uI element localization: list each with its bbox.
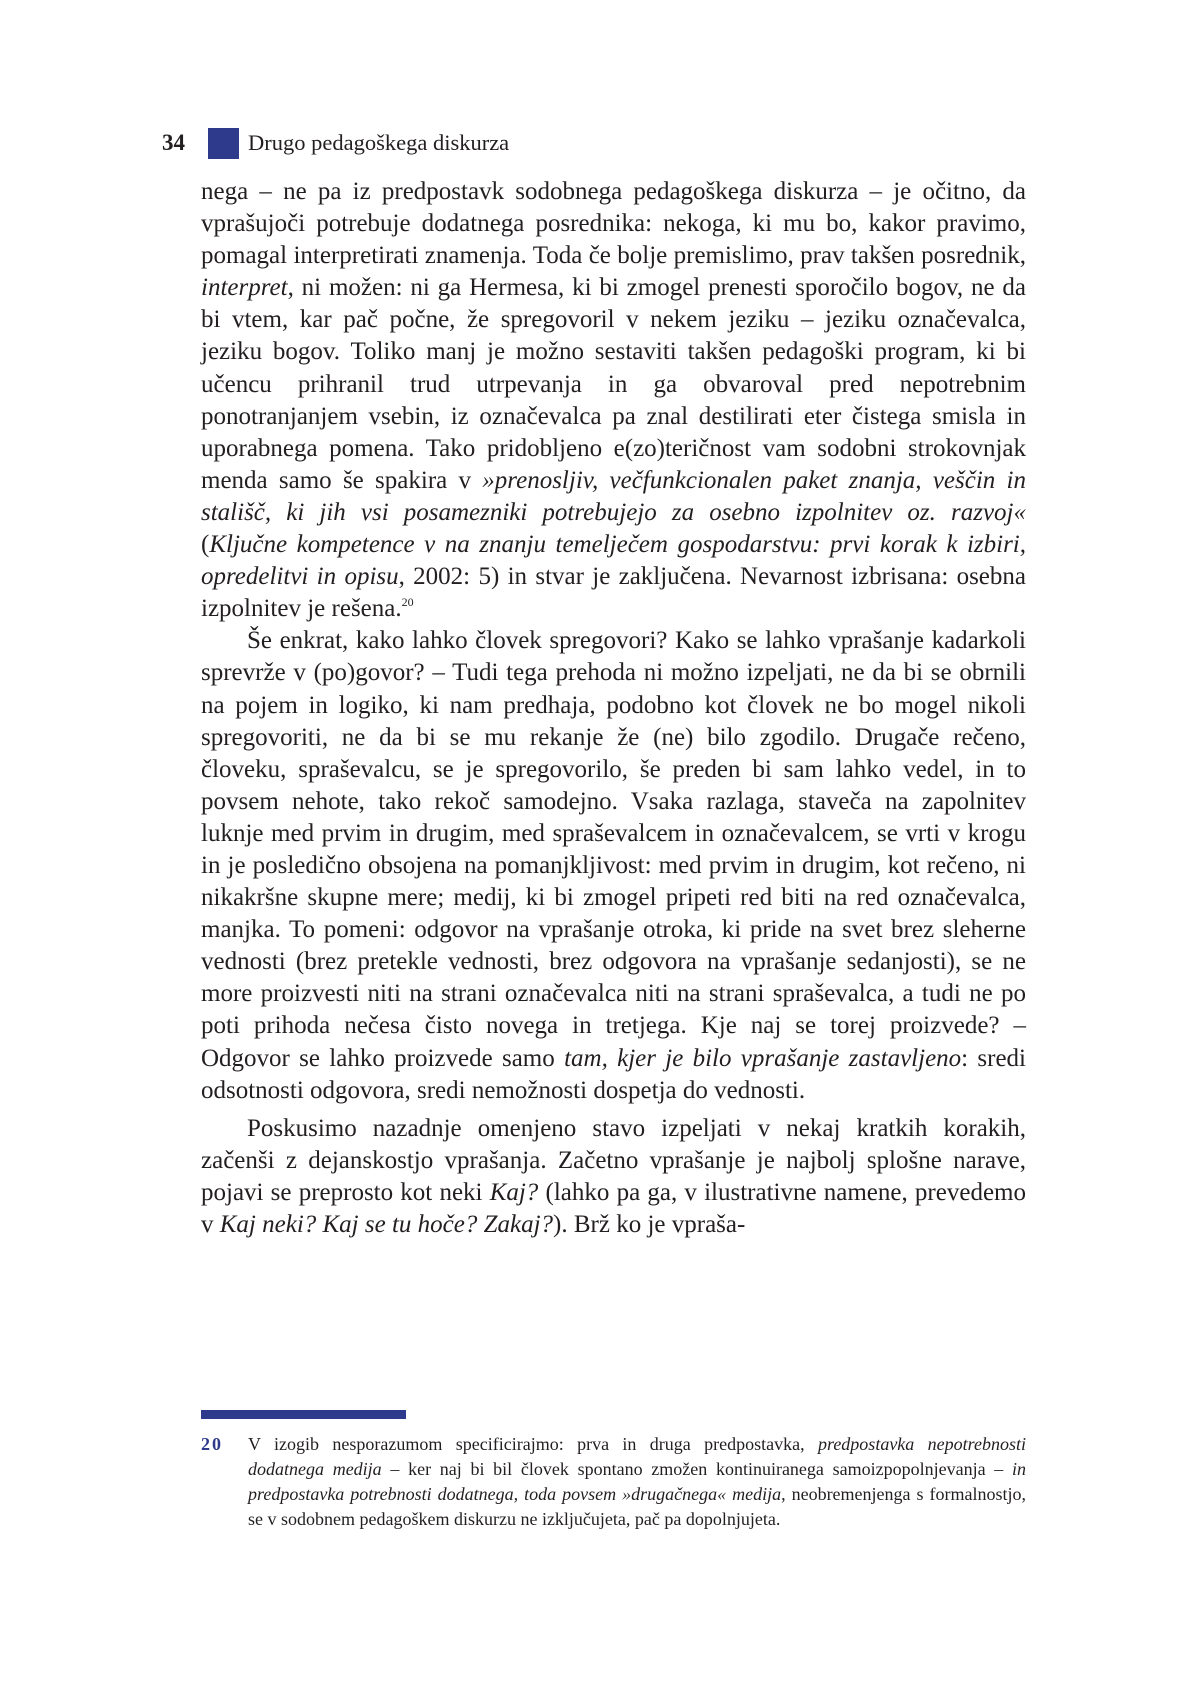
text-run: ( — [201, 531, 210, 559]
text-run: , neobremenjenga s formalnostjo, se v sodobnem pedagoškem diskurzu ne izključujeta, pač pa dopolnjujeta. — [248, 1484, 1027, 1529]
text-run: (lahko pa ga, v ilustrativne namene, prevedemo v — [201, 1178, 1026, 1238]
paragraph-3 — [201, 1113, 1026, 1241]
text-run: nega – ne pa iz predpostavk sodobnega pedagoškega diskurza – je očitno, da vprašujoči potrebuje dodatnega posrednika: nekoga, ki mu bo, kakor pravimo, pomagal interpretirati znamenja. Toda če bolje premislimo, prav takšen posrednik, — [201, 178, 1026, 270]
text-run: V izogib nesporazumom specificirajmo: prva in druga predpostavka, — [248, 1434, 818, 1454]
text-run: , ni možen: ni ga Hermesa, ki bi zmogel prenesti sporočilo bogov, ne da bi vtem, kar pač počne, že spregovoril v nekem jeziku – jeziku označevalca, jeziku bogov. Toliko manj je možno sestaviti takšen pedagoški program, ki bi učencu prihranil trud utrpevanja in ga obvaroval pred nepotrebnim ponotranjanjem vsebin, iz označevalca pa znal destilirati eter čistega smisla in uporabnega pomena. Tako pridobljeno e(zo)teričnost vam sodobni strokovnjak menda samo še spakira v — [201, 274, 1026, 494]
italic-run: tam, kjer je bilo vprašanje zastavljeno — [564, 1044, 962, 1072]
text-run: : sredi odsotnosti odgovora, sredi nemožnosti dospetja do vednosti. — [201, 1044, 1027, 1104]
italic-run: interpret — [201, 274, 288, 302]
italic-run: in predpostavka potrebnosti dodatnega, toda povsem »drugačnega« medija — [248, 1459, 1026, 1504]
italic-run: Kaj? — [489, 1178, 539, 1206]
main-text — [201, 176, 1026, 1241]
page-number: 34 — [162, 130, 185, 155]
footnote-number: 20 — [201, 1434, 223, 1454]
cited-title: Ključne kompetence v na znanju temelječem gospodarstvu: prvi korak k izbiri, opredelitvi in opisu — [201, 531, 1026, 591]
footnote-reference[interactable]: 20 — [401, 595, 414, 610]
paragraph-1 — [201, 176, 1026, 625]
footnote-text — [248, 1432, 1026, 1532]
running-header — [162, 126, 509, 160]
header-square-ornament — [208, 128, 239, 159]
footnote — [201, 1432, 1026, 1532]
text-run: ). Brž ko je vpraša- — [553, 1211, 746, 1238]
italic-run: Kaj neki? Kaj se tu hoče? Zakaj? — [219, 1211, 554, 1238]
text-run: – ker naj bi bil človek spontano zmožen kontinuiranega samoizpopolnjevanja – — [381, 1459, 1012, 1479]
text-run: , 2002: 5) in stvar je zaključena. Nevarnost izbrisana: osebna izpolnitev je rešena. — [201, 563, 1027, 623]
italic-run: predpostavka nepotrebnosti dodatnega medija — [248, 1434, 1026, 1479]
italic-quotation: »prenosljiv, večfunkcionalen paket znanja, veščin in stališč, ki jih vsi posamezniki potrebujejo za osebno izpolnitev oz. razvoj« — [201, 466, 1026, 526]
text-run: Poskusimo nazadnje omenjeno stavo izpeljati v nekaj kratkih korakih, začenši z dejanskostjo vprašanja. Začetno vprašanje je najbolj splošne narave, pojavi se preprosto kot neki — [201, 1114, 1026, 1206]
paragraph-2 — [201, 625, 1026, 1106]
footnote-separator — [201, 1410, 406, 1419]
running-title: Drugo pedagoškega diskurza — [248, 130, 510, 155]
text-run: Še enkrat, kako lahko človek spregovori? Kako se lahko vprašanje kadarkoli sprevrže v (po)govor? – Tudi tega prehoda ni možno izpeljati, ne da bi se obrnili na pojem in logiko, ki nam predhaja, podobno kot človek ne bo mogel nikoli spregovoriti, ne da bi se mu rekanje že (ne) bilo zgodilo. Drugače rečeno, človeku, spraševalcu, se je spregovorilo, še preden bi sam lahko vedel, in to povsem nehote, tako rekoč samodejno. Vsaka razlaga, staveča na zapolnitev luknje med prvim in drugim, med spraševalcem in označevalcem, se vrti v krogu in je posledično obsojena na pomanjkljivost: med prvim in drugim, kot rečeno, ni nikakršne skupne mere; medij, ki bi zmogel pripeti red biti na red označevalca, manjka. To pomeni: odgovor na vprašanje otroka, ki pride na svet brez sleherne vednosti (brez pretekle vednosti, brez odgovora na vprašanje sedanjosti), se ne more proizvesti niti na strani označevalca niti na strani spraševalca, a tudi ne po poti prihoda nečesa čisto novega in tretjega. Kje naj se torej proizvede? – Odgovor se lahko proizvede samo — [201, 627, 1026, 1072]
